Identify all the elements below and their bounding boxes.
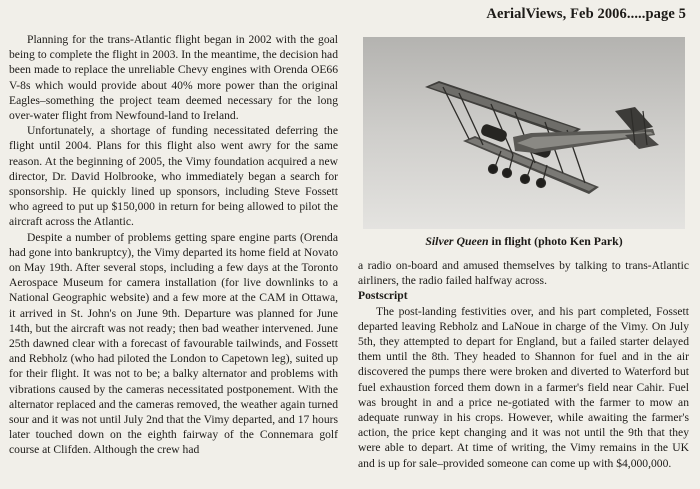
paragraph-postscript: The post-landing festivities over, and his part completed, Fossett departed leaving Rebholz and LaNoue in charge of the Vimy. On July 5th, they attempted to depart for England, but a failed starter delayed them until the 8th. They headed to Shannon for fuel and in the air discovered the pumps there were broken and diverted to Waterford but fuel exhaustion forced them down in a farmer's field near Cahir. Fuel was brought in and a price ne-gotiated with the farmer to mow an adequate runway in his crops. However, while awaiting the farmer's action, the price kept changing and it was not until the 9th that they were able to depart. At time of writing, the Vimy remains in the UK and is up for sale–provided someone can come up with $4,000,000. (358, 304, 689, 470)
postscript-heading: Postscript (358, 289, 408, 303)
left-column (9, 32, 338, 458)
paragraph-funding: Unfortunately, a shortage of funding necessitated deferring the flight until 2004. Plans for this flight also went awry for the same reason. At the beginning of 2005, the Vimy foundation acquired a new director, Dr. David Holbrooke, who immediately began a search for sponsorship. He quickly lined up sponsors, including Steve Fossett who agreed to put up $150,000 in return for being allowed to pilot the aircraft across the Atlantic. (9, 124, 338, 229)
page-header: AerialViews, Feb 2006.....page 5 (486, 6, 686, 22)
paragraph-departure: Despite a number of problems getting spare engine parts (Orenda had gone into bankruptcy), the Vimy departed its home field at Novato on May 19th. After several stops, including a few days at the Toronto Aerospace Museum for camera installation (for live downlinks to a National Geographic website) and a few more at the CAM in Ottawa, it arrived in St. John's on June 9th. Departure was planned for June 14th, but the aircraft was not ready; then bad weather intervened. June 25th dawned clear with a forecast of favourable tailwinds, and Fossett and Rebholz (who had piloted the London to Capetown leg), suited up for their flight. It was not to be; a balky alternator and problems with vibrations caused by the cameras necessitated postponement. With the alternator replaced and the cameras removed, the weather again turned sour and it was not until July 2nd that the Vimy departed, and 17 hours later touched down on the eighth fairway of the Connemara golf course at Clifden. Although the crew had (9, 230, 338, 457)
caption-title: Silver Queen (425, 234, 489, 248)
photo-caption (363, 234, 685, 249)
right-column (358, 258, 689, 471)
paragraph-continued: a radio on-board and amused themselves by talking to trans-Atlantic airliners, the radio failed halfway across. (358, 259, 689, 288)
biplane-illustration (363, 37, 685, 229)
biplane-photo (363, 37, 685, 229)
caption-credit: in flight (photo Ken Park) (488, 234, 623, 248)
paragraph-planning: Planning for the trans-Atlantic flight began in 2002 with the goal being to complete the flight in 2003. In the meantime, the decision had been made to replace the unreliable Chevy engines with Orenda OE66 V-8s which would provide about 40% more power than the original Eagles–something the project team deemed necessary for the long over-water flight from Newfound-land to Ireland. (9, 33, 338, 123)
